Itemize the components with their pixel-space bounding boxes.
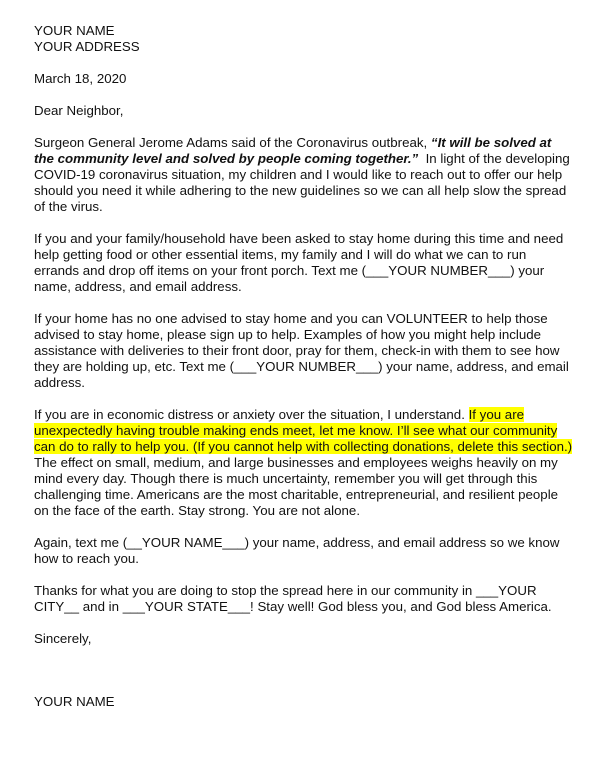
economic-after: The effect on small, medium, and large businesses and employees weighs heavily on my mind every day. Though there is much uncertainty, remember you will get through this challenging time. Americans are the most charitable, entrepreneurial, and resilient people on the face of the earth. Stay strong. You are not alone. (34, 455, 559, 518)
paragraph-intro (34, 135, 574, 215)
surgeon-general-quote: “It will be solved at the community level and solved by people coming together.” (34, 135, 552, 166)
highlighted-donations-section: If you are unexpectedly having trouble making ends meet, let me know. I’ll see what our community can do to rally to help you. (If you cannot help with collecting donations, delete this section.) (34, 407, 573, 454)
signature-space (34, 647, 574, 694)
paragraph-economic (34, 407, 574, 519)
signature-name: YOUR NAME (34, 694, 115, 709)
intro-rest: In light of the developing COVID-19 coronavirus situation, my children and I would like to reach out to offer our help should you need it while adhering to the new guidelines so we can all help slow the spread of the virus. (34, 151, 574, 214)
spacer (34, 615, 574, 631)
paragraph-volunteer: If your home has no one advised to stay home and you can VOLUNTEER to help those advised to stay home, please sign up to help. Examples of how you might help include assistance with deliveries to their front door, pray for them, check-in with them to see how they are holding up, etc. Text me (___YOUR NUMBER___) your name, address, and email address. (34, 311, 569, 390)
salutation: Dear Neighbor, (34, 103, 124, 118)
spacer (34, 391, 574, 407)
spacer (34, 215, 574, 231)
paragraph-contact: Again, text me (__YOUR NAME___) your name, address, and email address so we know how to reach you. (34, 535, 560, 566)
letter-date: March 18, 2020 (34, 71, 127, 86)
sender-address: YOUR ADDRESS (34, 39, 140, 54)
spacer (34, 55, 574, 71)
spacer (34, 295, 574, 311)
intro-text: Surgeon General Jerome Adams said of the Coronavirus outbreak, (34, 135, 431, 150)
spacer (34, 519, 574, 535)
paragraph-stay-home: If you and your family/household have been asked to stay home during this time and need help getting food or other essential items, my family and I will do what we can to run errands and drop off items on your front porch. Text me (___YOUR NUMBER___) your name, address, and email address. (34, 231, 564, 294)
spacer (34, 119, 574, 135)
sender-name: YOUR NAME (34, 23, 115, 38)
spacer (34, 567, 574, 583)
closing: Sincerely, (34, 631, 92, 646)
letter-document (34, 23, 574, 710)
paragraph-thanks: Thanks for what you are doing to stop the spread here in our community in ___YOUR CITY__ and in ___YOUR STATE___! Stay well! God bless you, and God bless America. (34, 583, 552, 614)
spacer (34, 87, 574, 103)
economic-before: If you are in economic distress or anxiety over the situation, I understand. (34, 407, 469, 422)
